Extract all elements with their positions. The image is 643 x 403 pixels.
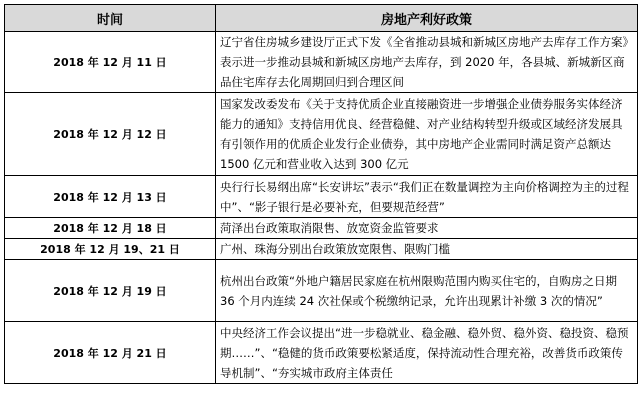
row-date: 2018 年 12 月 19、21 日 <box>5 239 216 260</box>
row-policy: 广州、珠海分别出台政策放宽限售、限购门槛 <box>216 239 638 260</box>
row-date: 2018 年 12 月 18 日 <box>5 218 216 239</box>
table-row <box>5 93 638 176</box>
table-row <box>5 176 638 218</box>
header-time: 时间 <box>5 5 216 32</box>
table-row <box>5 239 638 260</box>
table-header-row <box>5 5 638 32</box>
row-date: 2018 年 12 月 11 日 <box>5 32 216 93</box>
table-row <box>5 32 638 93</box>
table-row <box>5 260 638 322</box>
row-policy: 国家发改委发布《关于支持优质企业直接融资进一步增强企业债券服务实体经济能力的通知》支持信用优良、经营稳健、对产业结构转型升级或区域经济发展具有引领作用的优质企业发行企业债券，其中房地产企业需同时满足资产总额达 1500 亿元和营业收入达到 300 亿元 <box>216 93 638 176</box>
row-date: 2018 年 12 月 12 日 <box>5 93 216 176</box>
header-policy: 房地产利好政策 <box>216 5 638 32</box>
row-policy: 辽宁省住房城乡建设厅正式下发《全省推动县城和新城区房地产去库存工作方案》表示进一步推动县城和新城区房地产去库存，到 2020 年，各县城、新城新区商品住宅库存去化周期回归到合理区间 <box>216 32 638 93</box>
row-date: 2018 年 12 月 13 日 <box>5 176 216 218</box>
policy-table <box>4 4 638 384</box>
row-policy: 菏泽出台政策取消限售、放宽资金监管要求 <box>216 218 638 239</box>
row-policy: 央行行长易纲出席“长安讲坛”表示“我们正在数量调控为主向价格调控为主的过程中”、“影子银行是必要补充，但要规范经营” <box>216 176 638 218</box>
row-policy: 杭州出台政策“外地户籍居民家庭在杭州限购范围内购买住宅的，自购房之日期 36 个月内连续 24 次社保或个税缴纳记录，允许出现累计补缴 3 次的情况” <box>216 260 638 322</box>
row-policy: 中央经济工作会议提出“进一步稳就业、稳金融、稳外贸、稳外资、稳投资、稳预期……”、“稳健的货币政策要松紧适度，保持流动性合理充裕，改善货币政策传导机制”、“夯实城市政府主体责任 <box>216 322 638 384</box>
table-row <box>5 322 638 384</box>
row-date: 2018 年 12 月 19 日 <box>5 260 216 322</box>
table-row <box>5 218 638 239</box>
row-date: 2018 年 12 月 21 日 <box>5 322 216 384</box>
